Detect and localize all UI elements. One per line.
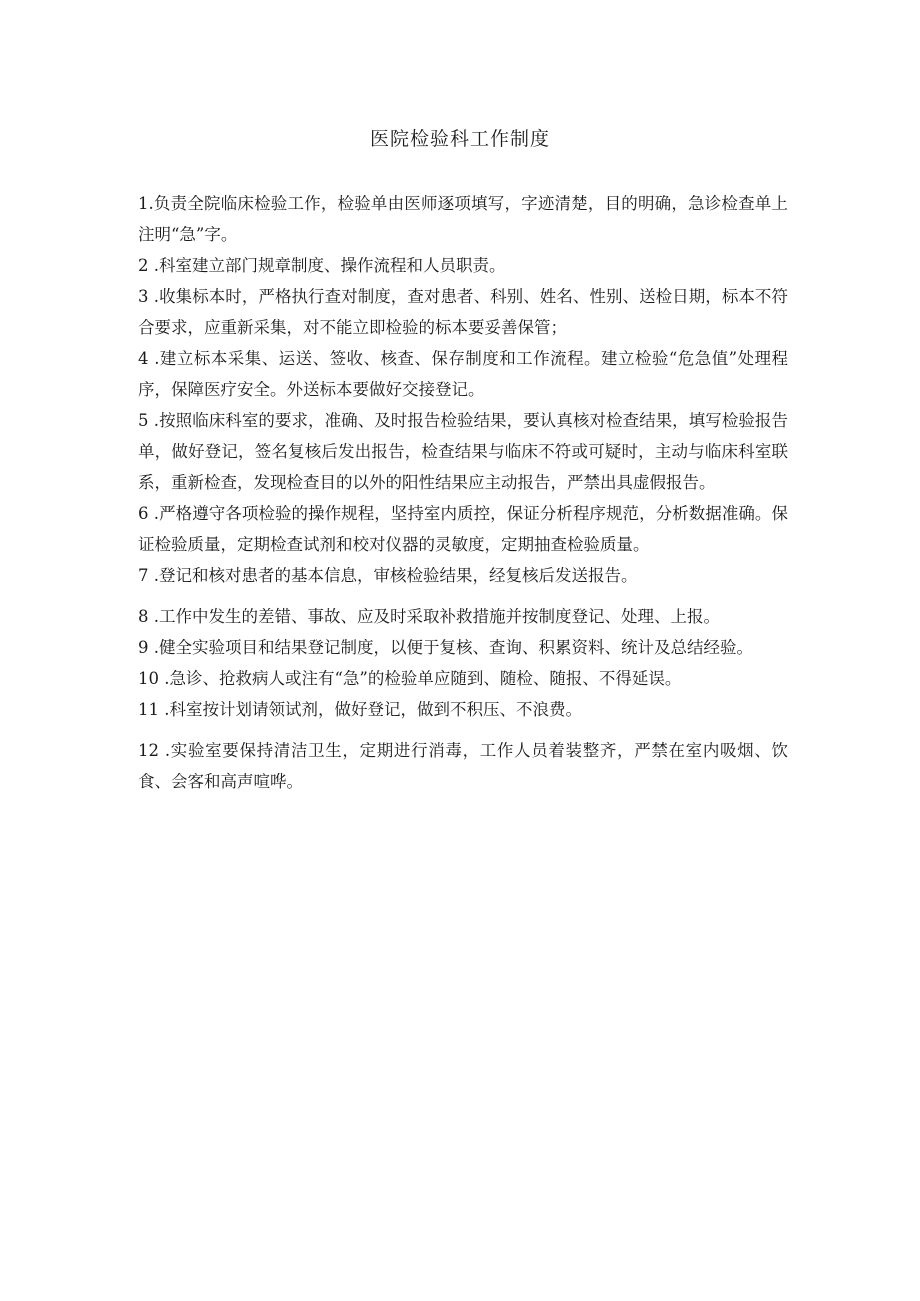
list-item-10: 10 .急诊、抢救病人或注有“急”的检验单应随到、随检、随报、不得延误。	[138, 669, 682, 688]
list-item-4: 4 .建立标本采集、运送、签收、核查、保存制度和工作流程。建立检验“危急值”处理程序，保障医疗安全。外送标本要做好交接登记。	[138, 349, 788, 399]
list-item-12: 12 .实验室要保持清洁卫生，定期进行消毒，工作人员着装整齐，严禁在室内吸烟、饮食、会客和高声喧哗。	[138, 741, 788, 791]
list-item-11: 11 .科室按计划请领试剂，做好登记，做到不积压、不浪费。	[138, 700, 582, 719]
list-item-1: 1.负责全院临床检验工作，检验单由医师逐项填写，字迹清楚，目的明确，急诊检查单上注明“急”字。	[138, 194, 788, 244]
document-body	[138, 188, 788, 797]
list-item-5: 5 .按照临床科室的要求，准确、及时报告检验结果，要认真核对检查结果，填写检验报告单，做好登记，签名复核后发出报告，检查结果与临床不符或可疑时，主动与临床科室联系，重新检查，发现检查目的以外的阳性结果应主动报告，严禁出具虚假报告。	[138, 411, 788, 492]
list-item-3: 3 .收集标本时，严格执行查对制度，查对患者、科别、姓名、性别、送检日期，标本不符合要求，应重新采集，对不能立即检验的标本要妥善保管；	[138, 287, 788, 337]
list-item-6: 6 .严格遵守各项检验的操作规程，坚持室内质控，保证分析程序规范，分析数据准确。保证检验质量，定期检查试剂和校对仪器的灵敏度，定期抽查检验质量。	[138, 504, 788, 554]
page-title: 医院检验科工作制度	[369, 128, 550, 150]
list-item-8: 8 .工作中发生的差错、事故、应及时采取补救措施并按制度登记、处理、上报。	[138, 607, 720, 626]
list-item-2: 2 .科室建立部门规章制度、操作流程和人员职责。	[138, 256, 506, 275]
list-item-9: 9 .健全实验项目和结果登记制度，以便于复核、查询、积累资料、统计及总结经验。	[138, 638, 753, 657]
list-item-7: 7 .登记和核对患者的基本信息，审核检验结果，经复核后发送报告。	[138, 566, 638, 585]
